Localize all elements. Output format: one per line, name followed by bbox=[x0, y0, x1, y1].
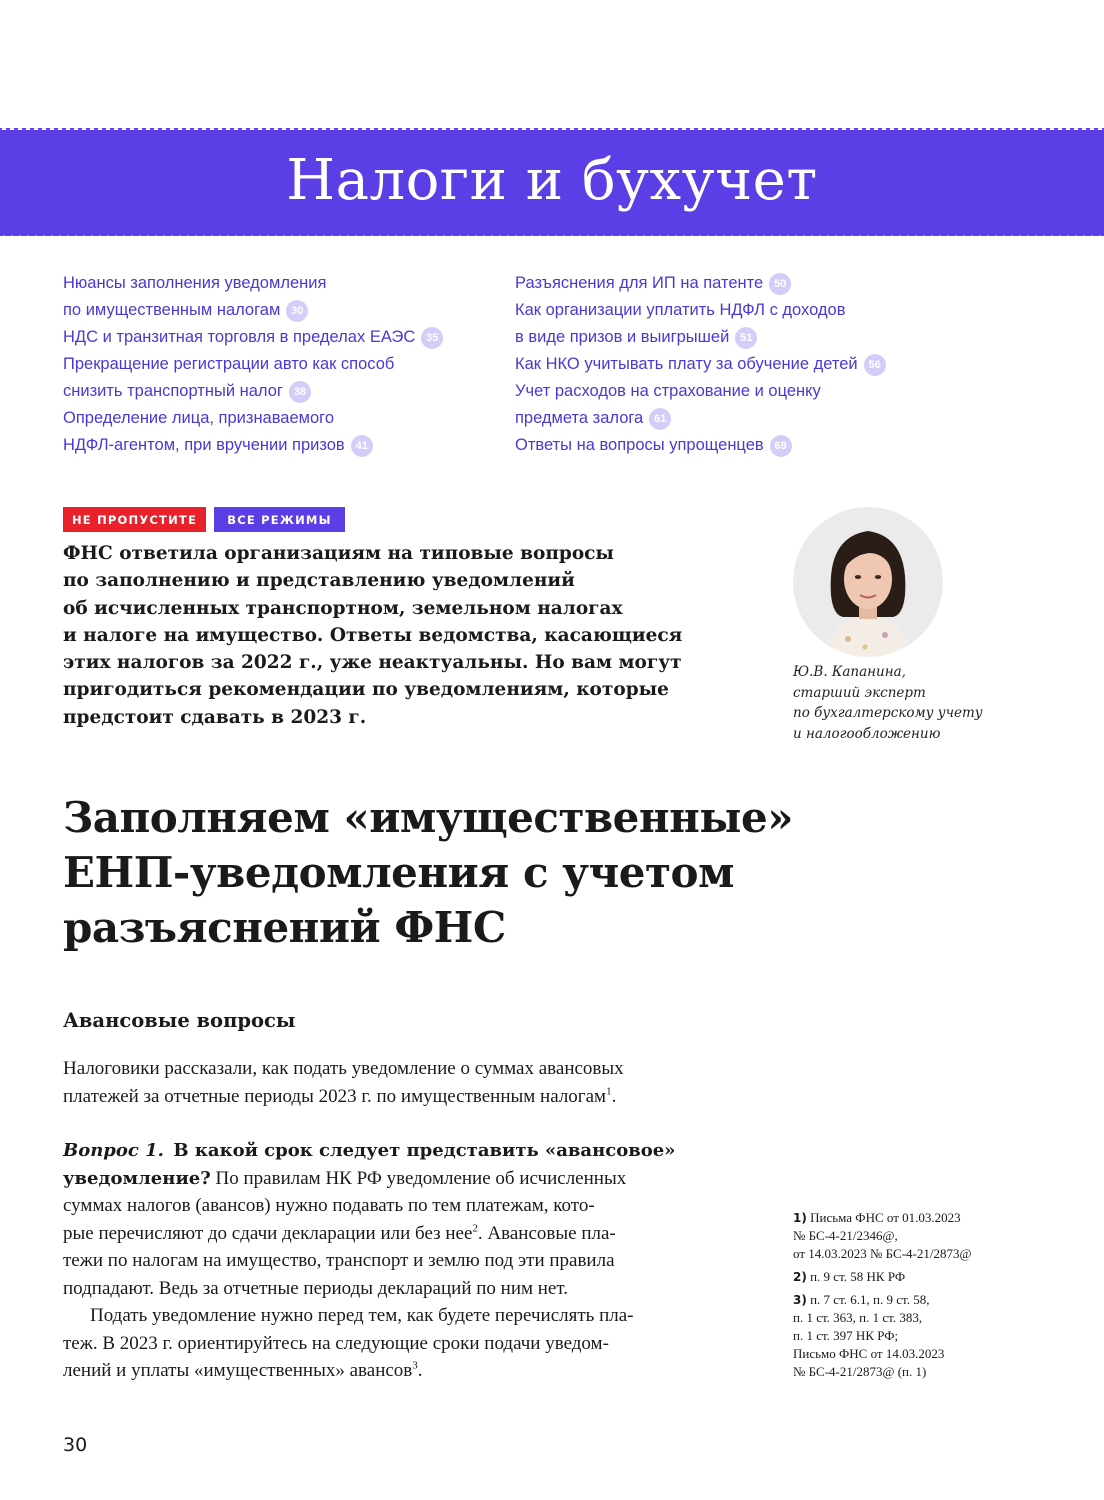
toc-item-line: в виде призов и выигрышей bbox=[515, 328, 730, 346]
toc-item-line: Как НКО учитывать плату за обучение детей bbox=[515, 355, 858, 373]
author-role-line: по бухгалтерскому учету bbox=[793, 705, 983, 721]
footnote-number: 2) bbox=[793, 1270, 807, 1284]
page-badge: 38 bbox=[289, 381, 311, 403]
lead-line: по заполнению и представлению уведомлений bbox=[63, 570, 575, 592]
author-portrait-illustration bbox=[793, 507, 943, 657]
footnote-line: п. 1 ст. 363, п. 1 ст. 383, bbox=[793, 1310, 923, 1325]
footnote-ref[interactable]: 2 bbox=[472, 1222, 478, 1235]
body-line: теж. В 2023 г. ориентируйтесь на следующие сроки подачи уведом- bbox=[63, 1332, 609, 1354]
toc-right-column bbox=[515, 270, 935, 459]
question-title: В какой срок следует представить «авансовое» bbox=[173, 1140, 676, 1161]
footnote bbox=[793, 1268, 1033, 1286]
lead-line: этих налогов за 2022 г., уже неактуальны. Но вам могут bbox=[63, 652, 682, 674]
footnote-line: № БС-4-21/2346@, bbox=[793, 1228, 898, 1243]
footnote bbox=[793, 1291, 1033, 1381]
footnote-line: Письмо ФНС от 14.03.2023 bbox=[793, 1346, 945, 1361]
toc-item-line: Ответы на вопросы упрощенцев bbox=[515, 436, 764, 454]
lead-line: об исчисленных транспортном, земельном налогах bbox=[63, 597, 623, 619]
intro-paragraph bbox=[63, 1055, 743, 1110]
author-caption bbox=[793, 662, 1053, 744]
toc-item-line: Нюансы заполнения уведомления bbox=[63, 274, 327, 292]
author-name: Ю.В. Капанина, bbox=[793, 664, 906, 680]
toc-item[interactable] bbox=[63, 405, 483, 459]
article-headline bbox=[63, 790, 1063, 955]
lead-line: пригодиться рекомендации по уведомлениям, которые bbox=[63, 679, 669, 701]
footnote-line: № БС-4-21/2873@ (п. 1) bbox=[793, 1364, 927, 1379]
footnote-number: 3) bbox=[793, 1293, 807, 1307]
footnote-ref[interactable]: 3 bbox=[412, 1359, 418, 1372]
section-title: Налоги и бухучет bbox=[286, 147, 818, 213]
headline-line: ЕНП-уведомления с учетом bbox=[63, 848, 735, 897]
question-1 bbox=[63, 1137, 743, 1385]
lead-paragraph bbox=[63, 540, 763, 731]
toc-item[interactable] bbox=[515, 297, 935, 351]
page-badge: 51 bbox=[735, 327, 757, 349]
page-badge: 69 bbox=[770, 435, 792, 457]
footnote-ref[interactable]: 1 bbox=[606, 1085, 612, 1098]
headline-line: Заполняем «имущественные» bbox=[63, 793, 793, 842]
author-photo bbox=[793, 507, 943, 657]
toc-item-line: Как организации уплатить НДФЛ с доходов bbox=[515, 301, 846, 319]
footnote-line: п. 7 ст. 6.1, п. 9 ст. 58, bbox=[806, 1292, 930, 1307]
body-line: . bbox=[417, 1360, 423, 1381]
page-badge: 50 bbox=[769, 273, 791, 295]
toc-item[interactable] bbox=[63, 324, 483, 351]
punctuation: . bbox=[611, 1085, 617, 1107]
page-badge: 56 bbox=[864, 354, 886, 376]
body-line: . Авансовые пла- bbox=[477, 1222, 616, 1244]
lead-line: ФНС ответила организациям на типовые вопросы bbox=[63, 543, 614, 564]
footnote-line: п. 1 ст. 397 НК РФ; bbox=[793, 1328, 899, 1343]
footnote-line: п. 9 ст. 58 НК РФ bbox=[806, 1269, 906, 1284]
tag-dont-miss: НЕ ПРОПУСТИТЕ bbox=[63, 507, 206, 532]
page-badge: 35 bbox=[421, 327, 443, 349]
page-badge: 41 bbox=[351, 435, 373, 457]
toc-item[interactable] bbox=[515, 432, 935, 459]
body-line: тежи по налогам на имущество, транспорт и землю под эти правила bbox=[63, 1250, 615, 1271]
footnote-line: от 14.03.2023 № БС-4-21/2873@ bbox=[793, 1246, 972, 1261]
body-line: Налоговики рассказали, как подать уведомление о суммах авансовых bbox=[63, 1058, 624, 1079]
toc-item-line: Учет расходов на страхование и оценку bbox=[515, 382, 821, 400]
body-line: подпадают. Ведь за отчетные периоды деклараций по ним нет. bbox=[63, 1277, 568, 1299]
page-number: 30 bbox=[63, 1434, 88, 1456]
page-badge: 30 bbox=[286, 300, 308, 322]
footnote bbox=[793, 1209, 1033, 1263]
toc-item-line: НДФЛ-агентом, при вручении призов bbox=[63, 436, 345, 454]
toc-item-line: Определение лица, признаваемого bbox=[63, 409, 335, 427]
toc-item[interactable] bbox=[515, 351, 935, 378]
body-line: суммах налогов (авансов) нужно подавать по тем платежам, кото- bbox=[63, 1195, 595, 1216]
toc-item-line: НДС и транзитная торговля в пределах ЕАЭС bbox=[63, 328, 416, 346]
page-badge: 61 bbox=[649, 408, 671, 430]
toc-item-line: Прекращение регистрации авто как способ bbox=[63, 355, 395, 373]
body-line: По правилам НК РФ уведомление об исчисленных bbox=[210, 1167, 627, 1189]
body-line: платежей за отчетные периоды 2023 г. по имущественным налогам bbox=[63, 1085, 607, 1107]
question-label: Вопрос 1. bbox=[63, 1140, 164, 1161]
footnote-number: 1) bbox=[793, 1211, 807, 1225]
toc-item-line: снизить транспортный налог bbox=[63, 382, 283, 400]
question-title: уведомление? bbox=[63, 1167, 211, 1189]
toc-item[interactable] bbox=[515, 378, 935, 432]
toc-item[interactable] bbox=[515, 270, 935, 297]
body-line: рые перечисляют до сдачи декларации или без нее bbox=[63, 1222, 473, 1244]
author-role-line: старший эксперт bbox=[793, 684, 926, 701]
subsection-title: Авансовые вопросы bbox=[63, 1009, 296, 1032]
footnote-line: Письма ФНС от 01.03.2023 bbox=[806, 1210, 961, 1225]
lead-line: предстоит сдавать в 2023 г. bbox=[63, 706, 367, 728]
tag-all-regimes: ВСЕ РЕЖИМЫ bbox=[214, 507, 345, 532]
toc-item-line: Разъяснения для ИП на патенте bbox=[515, 274, 764, 292]
author-role-line: и налогообложению bbox=[793, 725, 941, 742]
body-line: лений и уплаты «имущественных» авансов bbox=[63, 1360, 413, 1381]
toc-item[interactable] bbox=[63, 270, 483, 324]
lead-line: и налоге на имущество. Ответы ведомства, касающиеся bbox=[63, 624, 683, 646]
toc-item-line: по имущественным налогам bbox=[63, 301, 281, 319]
footnotes bbox=[793, 1209, 1033, 1386]
body-line: Подать уведомление нужно перед тем, как будете перечислять пла- bbox=[90, 1305, 634, 1326]
toc-left-column bbox=[63, 270, 483, 459]
toc-item[interactable] bbox=[63, 351, 483, 405]
toc-item-line: предмета залога bbox=[515, 409, 644, 427]
headline-line: разъяснений ФНС bbox=[63, 903, 506, 952]
section-banner bbox=[0, 128, 1104, 236]
